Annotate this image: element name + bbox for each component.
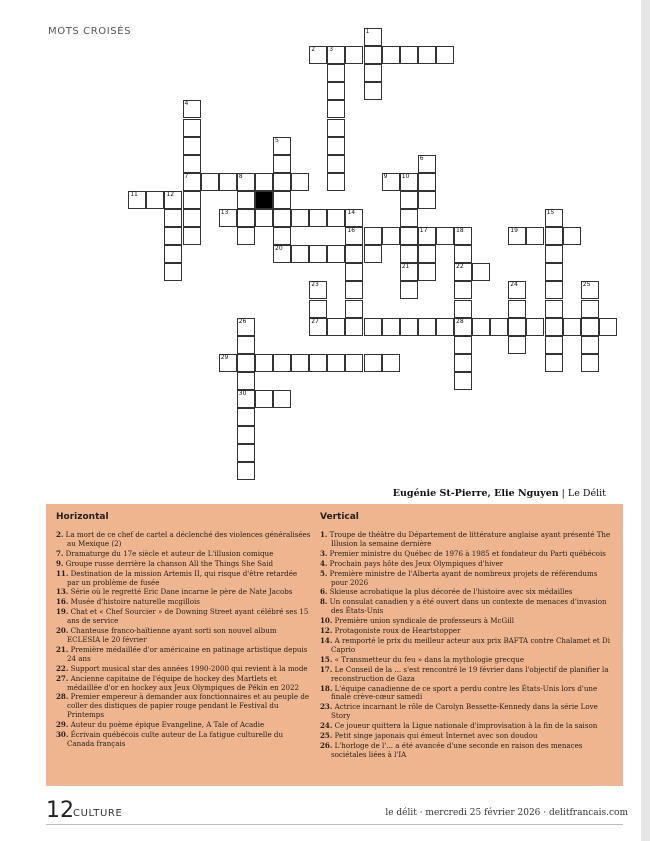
clue-number: 15. — [320, 654, 333, 664]
clue-number: 8. — [320, 597, 328, 607]
grid-cell[interactable] — [508, 318, 526, 336]
clue-text: Première médaillée d'or américaine en patinage artistique depuis 24 ans — [67, 644, 308, 663]
grid-cell[interactable] — [490, 318, 508, 336]
clue-vertical-26 — [320, 742, 616, 760]
clue-text: Le Conseil de la ... s'est rencontré le 19 février dans l'objectif de planifier la reconstruction de Gaza — [331, 664, 609, 683]
clue-text: Groupe russe derrière la chanson All the Things She Said — [63, 558, 274, 568]
clue-vertical-6 — [320, 588, 616, 597]
clue-text: Protagoniste roux de Heartstopper — [332, 626, 461, 636]
grid-cell[interactable] — [436, 318, 454, 336]
clue-number: 4. — [320, 558, 328, 568]
clue-text: L'horloge de l'... a été avancée d'une seconde en raison des menaces sociétales liées à l'IA — [331, 740, 583, 759]
grid-cell[interactable] — [400, 46, 418, 64]
grid-cell[interactable] — [291, 173, 309, 191]
grid-cell[interactable] — [255, 354, 273, 372]
clue-text: Premier ministre du Québec de 1976 à 1985 et fondateur du Parti québécois — [327, 548, 606, 558]
clue-vertical-25 — [320, 732, 616, 741]
cell-number-22: 22 — [456, 263, 464, 271]
clue-horizontal-9 — [56, 560, 311, 569]
clue-vertical-17 — [320, 666, 616, 684]
grid-cell[interactable] — [400, 318, 418, 336]
cell-number-25: 25 — [582, 281, 591, 289]
clue-number: 30. — [56, 730, 69, 740]
clue-text: Première union syndicale de professeurs à McGill — [332, 616, 514, 626]
clue-number: 10. — [320, 616, 333, 626]
cell-number-3: 3 — [329, 46, 334, 54]
credits — [393, 488, 606, 499]
cell-number-30: 30 — [238, 390, 247, 397]
clue-text: « Transmetteur du feu » dans la mythologie grecque — [332, 654, 525, 664]
grid-cell[interactable] — [309, 245, 327, 263]
grid-cell[interactable] — [364, 46, 382, 64]
grid-cell[interactable] — [599, 318, 617, 336]
grid-cell[interactable] — [309, 300, 327, 318]
grid-cell[interactable] — [327, 137, 345, 155]
clue-text: L'équipe canadienne de ce sport a perdu contre les États-Unis lors d'une finale crève-cœur samedi — [331, 683, 598, 702]
cell-number-12: 12 — [166, 190, 175, 198]
grid-cell[interactable] — [183, 137, 201, 155]
clue-number: 1. — [320, 530, 328, 539]
grid-cell[interactable] — [201, 173, 219, 191]
grid-cell[interactable] — [581, 336, 599, 354]
footer-rule — [46, 824, 623, 825]
grid-cell[interactable] — [472, 263, 490, 281]
grid-cell[interactable] — [183, 209, 201, 227]
clue-horizontal-20 — [56, 627, 311, 645]
clue-number: 28. — [56, 692, 69, 702]
clues-box — [46, 504, 623, 786]
clue-text: A remporté le prix du meilleur acteur aux prix BAFTA contre Chalamet et Di Caprio — [331, 635, 610, 654]
grid-cell[interactable] — [255, 390, 273, 408]
grid-cell[interactable] — [418, 191, 436, 209]
grid-cell[interactable] — [345, 245, 363, 263]
grid-cell[interactable] — [273, 155, 291, 173]
grid-cell[interactable] — [273, 209, 291, 227]
grid-cell[interactable] — [327, 82, 345, 100]
grid-cell[interactable] — [364, 82, 382, 100]
grid-cell[interactable] — [309, 354, 327, 372]
grid-cell[interactable] — [526, 227, 544, 245]
credits-publication: Le Délit — [567, 488, 606, 499]
clue-text: Ce joueur quittera la Ligue nationale d'improvisation à la fin de la saison — [332, 721, 598, 731]
grid-cell[interactable] — [345, 354, 363, 372]
grid-cell[interactable] — [545, 300, 563, 318]
cell-number-23: 23 — [311, 281, 319, 289]
grid-cell[interactable] — [400, 191, 418, 209]
cell-number-24: 24 — [510, 281, 518, 289]
grid-cell[interactable] — [309, 209, 327, 227]
grid-cell[interactable] — [382, 354, 400, 372]
clue-text: Dramaturge du 17e siècle et auteur de L'illusion comique — [63, 548, 274, 558]
cell-number-27: 27 — [311, 317, 319, 325]
grid-cell[interactable] — [364, 354, 382, 372]
clue-text: Skieuse acrobatique la plus décorée de l'histoire avec six médailles — [327, 587, 573, 597]
grid-cell[interactable] — [345, 300, 363, 318]
grid-cell[interactable] — [454, 300, 472, 318]
grid-cell[interactable] — [273, 173, 291, 191]
clue-vertical-23 — [320, 703, 616, 721]
clue-number: 2. — [56, 530, 64, 539]
credits-separator: | — [558, 488, 568, 499]
grid-cell[interactable] — [581, 318, 599, 336]
clue-number: 29. — [56, 720, 69, 730]
horizontal-title: Horizontal — [56, 512, 109, 522]
cell-number-4: 4 — [184, 100, 189, 108]
clue-number: 7. — [56, 548, 64, 558]
clue-text: Ancienne capitaine de l'équipe de hockey des Martlets et médaillée d'or en hockey aux Jeux Olympiques de Pékin en 2022 — [67, 673, 300, 692]
cell-number-28: 28 — [456, 317, 464, 325]
clue-number: 11. — [56, 568, 69, 578]
grid-cell[interactable] — [418, 263, 436, 281]
clue-text: Prochain pays hôte des Jeux Olympiques d'hiver — [327, 558, 504, 568]
cell-number-9: 9 — [383, 172, 388, 180]
clue-horizontal-11 — [56, 570, 311, 588]
grid-cell[interactable] — [508, 336, 526, 354]
clue-vertical-3 — [320, 550, 616, 559]
clue-text: Première ministre de l'Alberta ayant de nombreux projets de référendums pour 2026 — [327, 568, 598, 587]
clue-number: 17. — [320, 664, 333, 674]
clue-vertical-14 — [320, 637, 616, 655]
grid-cell[interactable] — [255, 173, 273, 191]
grid-cell[interactable] — [237, 462, 255, 480]
grid-cell[interactable] — [364, 227, 382, 245]
grid-cell[interactable] — [164, 263, 182, 281]
clue-number: 3. — [320, 548, 328, 558]
clue-horizontal-29 — [56, 721, 311, 730]
grid-cell[interactable] — [508, 300, 526, 318]
clue-text: Écrivain québécois culte auteur de La fatigue culturelle du Canada français — [67, 730, 284, 748]
clue-horizontal-2 — [56, 531, 311, 549]
grid-cell[interactable] — [327, 245, 345, 263]
clue-number: 13. — [56, 587, 69, 597]
grid-cell[interactable] — [146, 191, 164, 209]
grid-cell[interactable] — [345, 46, 363, 64]
grid-cell[interactable] — [545, 354, 563, 372]
clue-number: 20. — [56, 626, 69, 636]
grid-cell[interactable] — [364, 245, 382, 263]
cell-number-16: 16 — [347, 227, 356, 235]
clue-horizontal-27 — [56, 675, 311, 693]
clue-number: 25. — [320, 731, 333, 741]
clue-horizontal-22 — [56, 665, 311, 674]
clue-vertical-18 — [320, 685, 616, 703]
cell-number-17: 17 — [419, 227, 428, 235]
clue-horizontal-21 — [56, 646, 311, 664]
grid-cell[interactable] — [400, 281, 418, 299]
grid-cell[interactable] — [545, 318, 563, 336]
clue-text: Actrice incarnant le rôle de Carolyn Bessette-Kennedy dans la série Love Story — [331, 702, 598, 721]
grid-cell[interactable] — [327, 119, 345, 137]
clue-number: 21. — [56, 644, 69, 654]
grid-cell[interactable] — [382, 318, 400, 336]
grid-cell[interactable] — [418, 173, 436, 191]
vertical-clues — [320, 512, 616, 761]
cell-number-18: 18 — [456, 227, 464, 235]
grid-cell[interactable] — [545, 263, 563, 281]
grid-cell[interactable] — [327, 209, 345, 227]
grid-cell[interactable] — [364, 318, 382, 336]
section-header: MOTS CROISÉS — [48, 26, 132, 37]
grid-cell[interactable] — [164, 209, 182, 227]
cell-number-20: 20 — [275, 245, 283, 253]
clue-vertical-15 — [320, 656, 616, 665]
clue-number: 14. — [320, 635, 333, 645]
vertical-clue-list — [320, 531, 616, 760]
cell-number-26: 26 — [238, 317, 247, 325]
cell-number-5: 5 — [275, 136, 279, 144]
grid-cell[interactable] — [273, 227, 291, 245]
grid-cell[interactable] — [183, 227, 201, 245]
grid-cell[interactable] — [364, 64, 382, 82]
cell-number-13: 13 — [220, 209, 229, 216]
grid-cell[interactable] — [454, 354, 472, 372]
clue-vertical-5 — [320, 570, 616, 588]
grid-cell[interactable] — [345, 318, 363, 336]
grid-cell[interactable] — [183, 155, 201, 173]
grid-cell[interactable] — [164, 227, 182, 245]
black-cell — [255, 191, 273, 209]
grid-cell[interactable] — [237, 336, 255, 354]
clue-vertical-12 — [320, 627, 616, 636]
horizontal-clue-list — [56, 531, 311, 749]
grid-cell[interactable] — [563, 318, 581, 336]
grid-cell[interactable] — [327, 155, 345, 173]
grid-cell[interactable] — [418, 318, 436, 336]
clue-horizontal-28 — [56, 693, 311, 720]
clue-vertical-8 — [320, 598, 616, 616]
clue-text: Chanteuse franco-haïtienne ayant sorti son nouvel album ECLESIA le 20 février — [67, 626, 277, 644]
grid-cell[interactable] — [273, 354, 291, 372]
clue-number: 18. — [320, 683, 333, 693]
grid-cell[interactable] — [345, 281, 363, 299]
grid-cell[interactable] — [237, 408, 255, 426]
grid-cell[interactable] — [418, 245, 436, 263]
grid-cell[interactable] — [382, 46, 400, 64]
grid-cell[interactable] — [237, 209, 255, 227]
clue-text: Musée d'histoire naturelle mcgillois — [68, 597, 200, 607]
clue-text: Destination de la mission Artemis II, qui risque d'être retardée par un problème de fusée — [67, 568, 298, 587]
grid-cell[interactable] — [183, 191, 201, 209]
grid-cell[interactable] — [400, 227, 418, 245]
grid-cell[interactable] — [327, 354, 345, 372]
cell-number-21: 21 — [401, 263, 410, 271]
clue-number: 12. — [320, 626, 333, 636]
vertical-title: Vertical — [320, 512, 359, 522]
grid-cell[interactable] — [183, 119, 201, 137]
clue-vertical-1 — [320, 531, 616, 549]
grid-cell[interactable] — [327, 173, 345, 191]
grid-cell[interactable] — [237, 191, 255, 209]
cell-number-1: 1 — [365, 28, 370, 35]
grid-cell[interactable] — [545, 227, 563, 245]
grid-cell[interactable] — [327, 64, 345, 82]
clue-number: 27. — [56, 673, 69, 683]
grid-cell[interactable] — [237, 372, 255, 390]
grid-cell[interactable] — [454, 245, 472, 263]
grid-cell[interactable] — [273, 191, 291, 209]
clue-text: Troupe de théâtre du Département de littérature anglaise ayant présenté The Illusion la semaine dernière — [327, 530, 611, 548]
grid-cell[interactable] — [454, 336, 472, 354]
clue-text: Un consulat canadien y a été ouvert dans un contexte de menaces d'invasion des États-Unis — [327, 597, 607, 616]
grid-cell[interactable] — [545, 281, 563, 299]
clue-number: 9. — [56, 558, 64, 568]
grid-cell[interactable] — [526, 318, 544, 336]
grid-cell[interactable] — [472, 318, 490, 336]
clue-horizontal-19 — [56, 608, 311, 626]
clue-text: Série où le regretté Eric Dane incarne le père de Nate Jacobs — [68, 587, 293, 597]
credits-authors: Eugénie St-Pierre, Elie Nguyen — [392, 488, 559, 499]
grid-cell[interactable] — [237, 227, 255, 245]
grid-cell[interactable] — [400, 245, 418, 263]
grid-cell[interactable] — [219, 173, 237, 191]
clue-text: Petit singe japonais qui émeut Internet avec son doudou — [332, 731, 538, 741]
cell-number-6: 6 — [419, 154, 424, 162]
clue-number: 23. — [320, 702, 333, 712]
grid-cell[interactable] — [327, 100, 345, 118]
grid-cell[interactable] — [273, 390, 291, 408]
grid-cell[interactable] — [382, 227, 400, 245]
footer-info: le délit · mercredi 25 février 2026 · delitfrancais.com — [385, 808, 628, 818]
grid-cell[interactable] — [237, 444, 255, 462]
grid-cell[interactable] — [581, 354, 599, 372]
grid-cell[interactable] — [418, 46, 436, 64]
clue-number: 22. — [56, 663, 69, 673]
clue-horizontal-7 — [56, 550, 311, 559]
grid-cell[interactable] — [581, 300, 599, 318]
grid-cell[interactable] — [400, 209, 418, 227]
grid-cell[interactable] — [436, 46, 454, 64]
cell-number-15: 15 — [546, 209, 555, 216]
grid-cell[interactable] — [436, 227, 454, 245]
grid-cell[interactable] — [291, 245, 309, 263]
clue-vertical-4 — [320, 560, 616, 569]
clue-number: 26. — [320, 740, 333, 750]
clue-number: 16. — [56, 597, 69, 607]
cell-number-11: 11 — [130, 190, 138, 198]
clue-number: 5. — [320, 568, 328, 578]
clue-text: Support musical star des années 1990-2000 qui revient à la mode — [68, 663, 308, 673]
clue-vertical-24 — [320, 722, 616, 731]
cell-number-29: 29 — [220, 353, 229, 361]
grid-cell[interactable] — [291, 209, 309, 227]
footer-section: CULTURE — [73, 808, 123, 819]
grid-cell[interactable] — [545, 245, 563, 263]
cell-number-14: 14 — [347, 209, 356, 216]
clue-number: 19. — [56, 607, 69, 617]
grid-cell[interactable] — [237, 426, 255, 444]
horizontal-clues — [56, 512, 311, 750]
clue-number: 6. — [320, 587, 328, 597]
cell-number-19: 19 — [510, 227, 518, 235]
clue-text: La mort de ce chef de cartel a déclenché des violences généralisées au Mexique (2) — [63, 530, 311, 548]
clue-horizontal-16 — [56, 598, 311, 607]
clue-text: Premier empereur à demander aux fonctionnaires et au peuple de coller des distiques de papier rouge pendant le Festival du Printemps — [67, 692, 310, 720]
grid-cell[interactable] — [237, 354, 255, 372]
grid-cell[interactable] — [454, 372, 472, 390]
clue-horizontal-30 — [56, 731, 311, 749]
grid-cell[interactable] — [345, 263, 363, 281]
cell-number-7: 7 — [184, 172, 189, 180]
grid-cell[interactable] — [454, 281, 472, 299]
clue-text: Chat et « Chef Sourcier » de Downing Street ayant célébré ses 15 ans de service — [67, 607, 309, 626]
grid-cell[interactable] — [164, 245, 182, 263]
clue-number: 24. — [320, 721, 333, 731]
clue-text: Auteur du poème épique Evangeline, A Tale of Acadie — [68, 720, 265, 730]
cell-number-10: 10 — [401, 172, 410, 180]
grid-cell[interactable] — [545, 336, 563, 354]
cell-number-8: 8 — [238, 172, 243, 180]
cell-number-2: 2 — [311, 46, 316, 54]
grid-cell[interactable] — [327, 318, 345, 336]
grid-cell[interactable] — [291, 354, 309, 372]
page-number: 12 — [46, 798, 74, 823]
grid-cell[interactable] — [563, 227, 581, 245]
clue-vertical-10 — [320, 617, 616, 626]
grid-cell[interactable] — [255, 209, 273, 227]
clue-horizontal-13 — [56, 588, 311, 597]
